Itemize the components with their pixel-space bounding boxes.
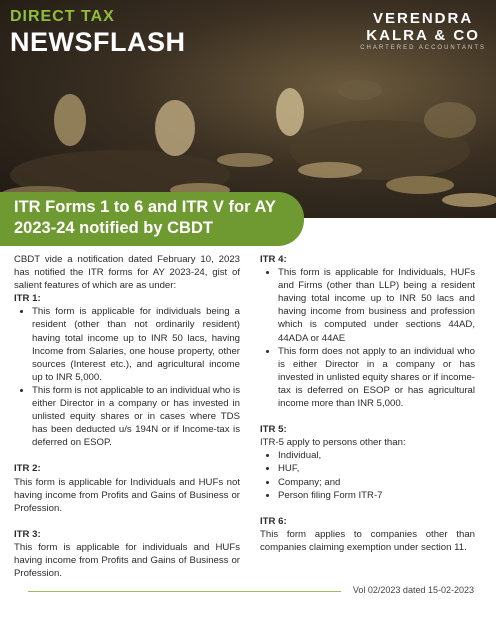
headline-banner <box>0 192 304 246</box>
header-banner <box>0 0 496 218</box>
list-item: • This form does not apply to an individual who is either Director in a company or has invested in unlisted equity shares or if income-tax is deferred on ESOP or has agricultural income more than INR 5,000. <box>278 345 475 410</box>
intro-paragraph: CBDT vide a notification dated February 10, 2023 has notified the ITR forms for AY 2023-24, gist of salient features of which are as under: <box>14 254 240 292</box>
itr4-heading: ITR 4: <box>260 254 287 265</box>
itr3-heading: ITR 3: <box>14 528 41 540</box>
list-item: • This form is applicable for individuals being a resident (other than not ordinarily resident) having total income up to INR 50 lacs, having Income from Salaries, one house property, other sources (Interest etc.), and agricultural income up to INR 5,000. <box>32 305 240 384</box>
newsletter-title <box>10 8 186 58</box>
itr3-text: This form is applicable for individuals and HUFs having income from Profits and Gains of Business or Profession. <box>14 541 240 580</box>
newsletter-category: DIRECT TAX <box>10 8 115 25</box>
firm-logo <box>360 10 486 51</box>
itr6-heading: ITR 6: <box>260 515 287 527</box>
newsletter-name: NEWSFLASH <box>10 27 186 57</box>
list-item: • This form is not applicable to an individual who is either Director in a company or has invested in unlisted equity shares or in cases where TDS has been deducted u/s 194N or if Income-tax is deferred on ESOP. <box>32 384 240 449</box>
footer-divider <box>28 591 341 592</box>
right-column <box>260 253 475 554</box>
itr6-text: This form applies to companies other than companies claiming exemption under section 11. <box>260 528 475 553</box>
itr5-list <box>260 449 475 501</box>
itr5-text: ITR-5 apply to persons other than: <box>260 437 406 449</box>
itr4-list <box>260 266 475 410</box>
list-item: • This form is applicable for Individuals, HUFs and Firms (other than LLP) being a resident having total income up to INR 50 lacs and having income from business and profession which is computed under sections 44AD, 44ADA or 44AE <box>278 266 475 345</box>
list-item: • Person filing Form ITR-7 <box>278 489 475 502</box>
logo-line-1: VERENDRA <box>373 10 474 27</box>
itr1-heading: ITR 1: <box>14 293 41 305</box>
footer-volume: Vol 02/2023 dated 15-02-2023 <box>352 585 474 595</box>
itr5-heading: ITR 5: <box>260 424 287 436</box>
itr2-heading: ITR 2: <box>14 463 41 475</box>
headline-text: ITR Forms 1 to 6 and ITR V for AY 2023-24 notified by CBDT <box>14 198 276 237</box>
itr2-text: This form is applicable for Individuals and HUFs not having income from Profits and Gains of Business or Profession. <box>14 476 240 514</box>
left-column <box>14 253 240 580</box>
list-item: • Individual, <box>278 449 475 462</box>
itr1-list <box>14 305 240 449</box>
logo-line-2: KALRA & CO <box>366 27 480 44</box>
list-item: • HUF, <box>278 462 475 475</box>
logo-subtitle: CHARTERED ACCOUNTANTS <box>360 45 486 51</box>
list-item: • Company; and <box>278 476 475 489</box>
